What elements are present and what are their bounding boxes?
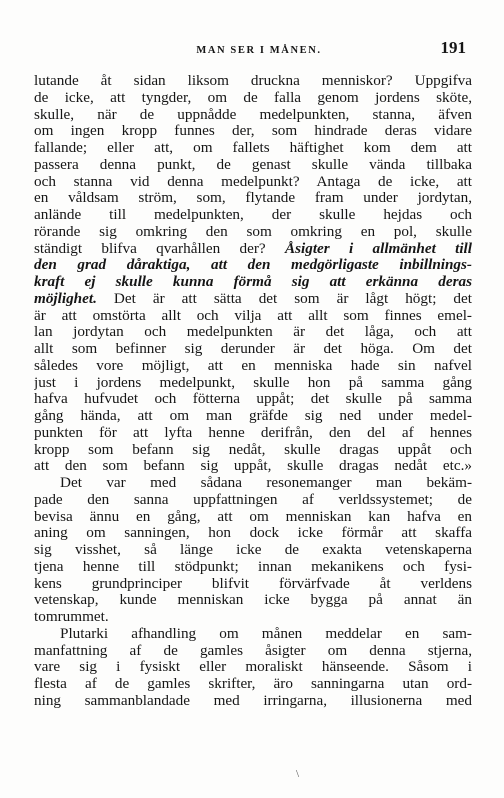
text-line bbox=[34, 458, 472, 475]
text-segment: vare sig i fysiskt eller moraliskt hänseende. Såsom i bbox=[34, 659, 472, 676]
text-line bbox=[34, 291, 472, 308]
text-line bbox=[34, 207, 472, 224]
text-line bbox=[34, 123, 472, 140]
text-segment: vetenskap, kunde menniskan icke bygga på annat än bbox=[34, 592, 472, 609]
text-line bbox=[34, 241, 472, 258]
text-segment: om ingen kropp funnes der, som hindrade deras vidare bbox=[34, 123, 472, 140]
text-line bbox=[34, 257, 472, 274]
text-segment: flesta af de gamles skrifter, äro sanningarna utan ord- bbox=[34, 676, 472, 692]
running-head bbox=[50, 38, 468, 60]
emphasized-text: Åsigter i allmänhet till bbox=[284, 240, 472, 257]
text-segment: aning om sanningen, hon dock icke förmår att skaffa bbox=[34, 525, 472, 542]
text-line bbox=[34, 107, 472, 124]
text-line bbox=[34, 525, 472, 542]
text-segment: passera denna punkt, de genast skulle vända tillbaka bbox=[34, 156, 472, 173]
text-line bbox=[34, 609, 472, 626]
emphasized-text: kraft ej skulle kunna förmå sig att erkänna deras bbox=[34, 274, 472, 290]
page-number: 191 bbox=[440, 38, 466, 57]
stray-mark: \ bbox=[296, 768, 300, 780]
text-line bbox=[34, 442, 472, 459]
text-line bbox=[34, 73, 472, 90]
text-line bbox=[34, 576, 472, 593]
text-line bbox=[34, 626, 472, 643]
text-segment: gång hända, att om man gräfde sig ned under medel- bbox=[34, 408, 472, 424]
text-line bbox=[34, 157, 472, 174]
text-segment: pade den sanna uppfattningen af verldssystemet; de bbox=[34, 491, 472, 508]
text-segment: kens grundprinciper blifvit förvärfvade åt verldens bbox=[34, 575, 472, 592]
text-segment: hafva hufvudet och fötterna uppåt; det skulle på samma bbox=[34, 391, 472, 408]
text-segment: fallande; eller att, om fallets häftighet kom dem att bbox=[34, 140, 472, 156]
text-segment: att den som befann sig uppåt, skulle dragas nedåt etc.» bbox=[34, 458, 472, 475]
text-segment: ständigt blifva qvarhållen der? bbox=[34, 240, 285, 257]
text-segment: tomrummet. bbox=[34, 609, 109, 625]
running-title: MAN SER I MÅNEN. bbox=[196, 45, 322, 56]
text-segment: skulle, när de uppnådde medelpunkten, stanna, äfven bbox=[34, 106, 472, 123]
text-segment: bevisa ännu en gång, att om menniskan kan hafva en bbox=[34, 508, 472, 525]
text-line bbox=[34, 308, 472, 325]
text-segment: kropp som befann sig nedåt, skulle dragas uppåt och bbox=[34, 441, 472, 458]
text-segment: och stanna vid denna medelpunkt? Antaga de icke, att bbox=[34, 173, 472, 190]
text-line bbox=[34, 693, 472, 710]
text-line bbox=[34, 475, 472, 492]
text-line bbox=[34, 492, 472, 509]
text-segment: manfattning af de gamles åsigter om denna stjerna, bbox=[34, 642, 472, 659]
text-segment: tjena henne till stödpunkt; innan mekanikens och fysi- bbox=[34, 558, 472, 575]
text-line bbox=[34, 592, 472, 609]
text-line bbox=[34, 140, 472, 157]
text-segment: ning sammanblandade med irringarna, illusionerna med bbox=[34, 692, 472, 709]
text-segment: rörande sig omkring den som omkring en pol, skulle bbox=[34, 223, 472, 240]
text-segment: just i jordens medelpunkt, skulle hon på samma gång bbox=[34, 374, 472, 391]
text-segment: en våldsam ström, som, flytande fram under jordytan, bbox=[34, 190, 472, 207]
text-segment: Det var med sådana resonemanger man bekäm- bbox=[60, 475, 472, 491]
text-line bbox=[34, 676, 472, 693]
text-line bbox=[34, 542, 472, 559]
text-segment: de icke, att tyngder, om de falla genom jordens sköte, bbox=[34, 89, 472, 106]
text-segment: allt som befinner sig derunder är det höga. Om det bbox=[34, 341, 472, 357]
text-segment: är att omstörta allt och vilja att allt som finnes emel- bbox=[34, 307, 472, 324]
text-segment: punkten för att lyfta henne derifrån, den del af hennes bbox=[34, 424, 472, 441]
text-line bbox=[34, 90, 472, 107]
text-line bbox=[34, 224, 472, 241]
text-line bbox=[34, 324, 472, 341]
emphasized-text: möjlighet. bbox=[34, 290, 97, 307]
text-line bbox=[34, 190, 472, 207]
text-segment: anlände till medelpunkten, der skulle hejdas och bbox=[34, 207, 472, 223]
text-line bbox=[34, 659, 472, 676]
text-line bbox=[34, 408, 472, 425]
emphasized-text: den grad dåraktiga, att den medgörligaste inbillnings- bbox=[34, 257, 472, 274]
text-line bbox=[34, 341, 472, 358]
text-line bbox=[34, 391, 472, 408]
text-segment: sig visshet, så länge icke de exakta vetenskaperna bbox=[34, 542, 472, 558]
text-line bbox=[34, 643, 472, 660]
text-line bbox=[34, 358, 472, 375]
text-line bbox=[34, 174, 472, 191]
text-segment: således vore möjligt, att en menniska hade sin nafvel bbox=[34, 357, 472, 374]
text-segment: Det är att sätta det som är lågt högt; det bbox=[96, 290, 472, 307]
text-line bbox=[34, 375, 472, 392]
text-line bbox=[34, 425, 472, 442]
text-line bbox=[34, 559, 472, 576]
text-segment: lan jordytan och medelpunkten är det låga, och att bbox=[34, 324, 472, 341]
text-segment: lutande åt sidan liksom druckna menniskor? Uppgifva bbox=[34, 73, 472, 89]
text-line bbox=[34, 509, 472, 526]
text-line bbox=[34, 274, 472, 291]
text-segment: Plutarki afhandling om månen meddelar en sam- bbox=[60, 625, 472, 642]
body-text bbox=[34, 73, 472, 710]
